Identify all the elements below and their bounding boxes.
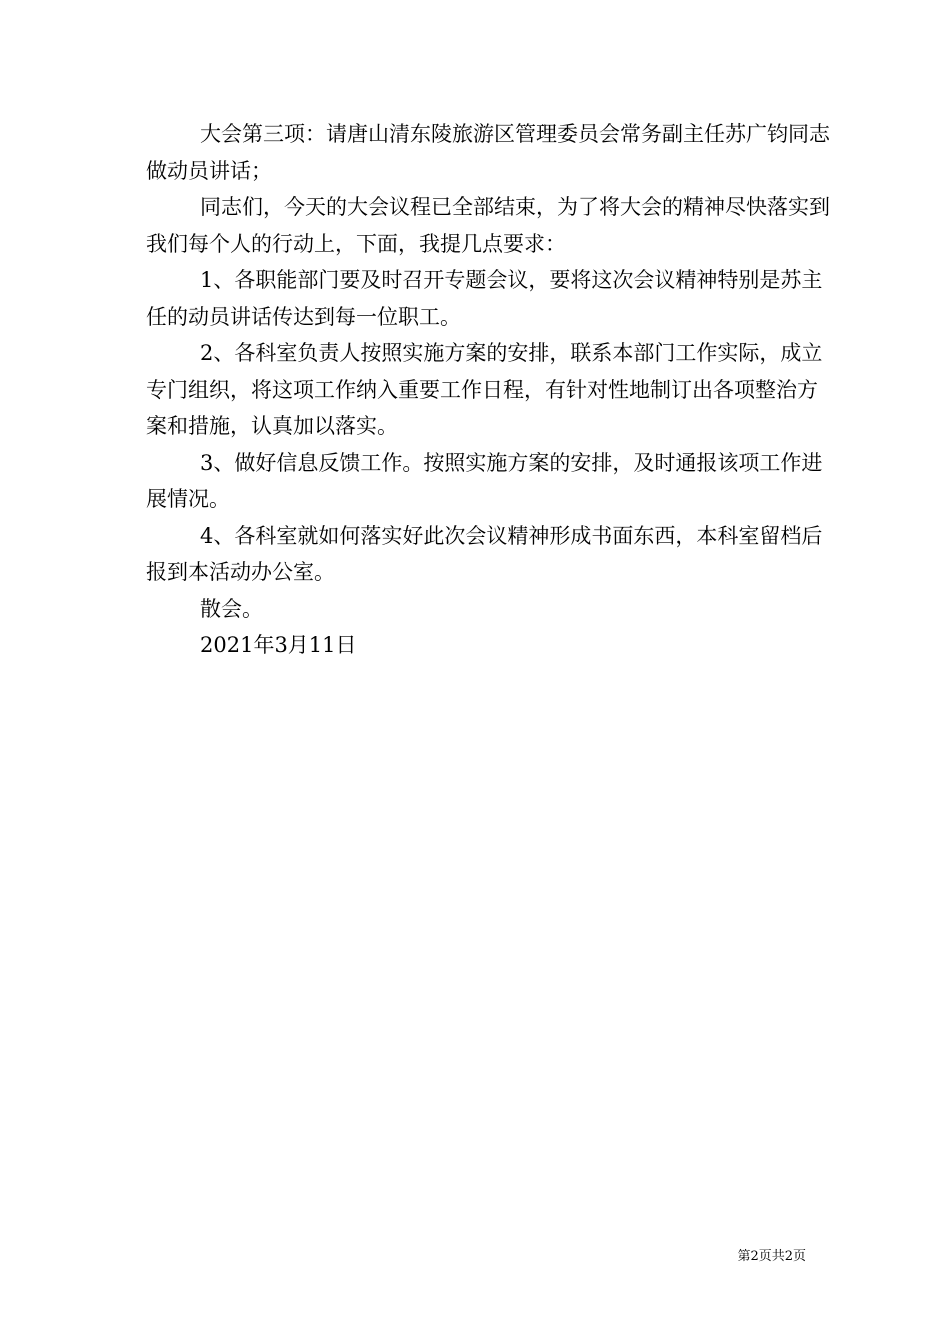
paragraph-closing-remarks: 同志们，今天的大会议程已全部结束，为了将大会的精神尽快落实到我们每个人的行动上，下面，我提几点要求： [146, 195, 830, 256]
paragraph-adjourn: 散会。 [200, 596, 263, 621]
paragraph-requirement-3: 3、做好信息反馈工作。按照实施方案的安排，及时通报该项工作进展情况。 [146, 450, 823, 511]
page-number-footer: 第2页共2页 [737, 1249, 806, 1264]
paragraph-requirement-4: 4、各科室就如何落实好此次会议精神形成书面东西，本科室留档后报到本活动办公室。 [146, 523, 823, 584]
document-body [146, 116, 836, 664]
document-date: 2021年3月11日 [200, 633, 357, 657]
paragraph-requirement-2: 2、各科室负责人按照实施方案的安排，联系本部门工作实际，成立专门组织，将这项工作纳入重要工作日程，有针对性地制订出各项整治方案和措施，认真加以落实。 [146, 341, 823, 438]
paragraph-requirement-1: 1、各职能部门要及时召开专题会议，要将这次会议精神特别是苏主任的动员讲话传达到每一位职工。 [146, 268, 823, 329]
paragraph-agenda-item-three: 大会第三项：请唐山清东陵旅游区管理委员会常务副主任苏广钧同志做动员讲话； [146, 122, 830, 183]
